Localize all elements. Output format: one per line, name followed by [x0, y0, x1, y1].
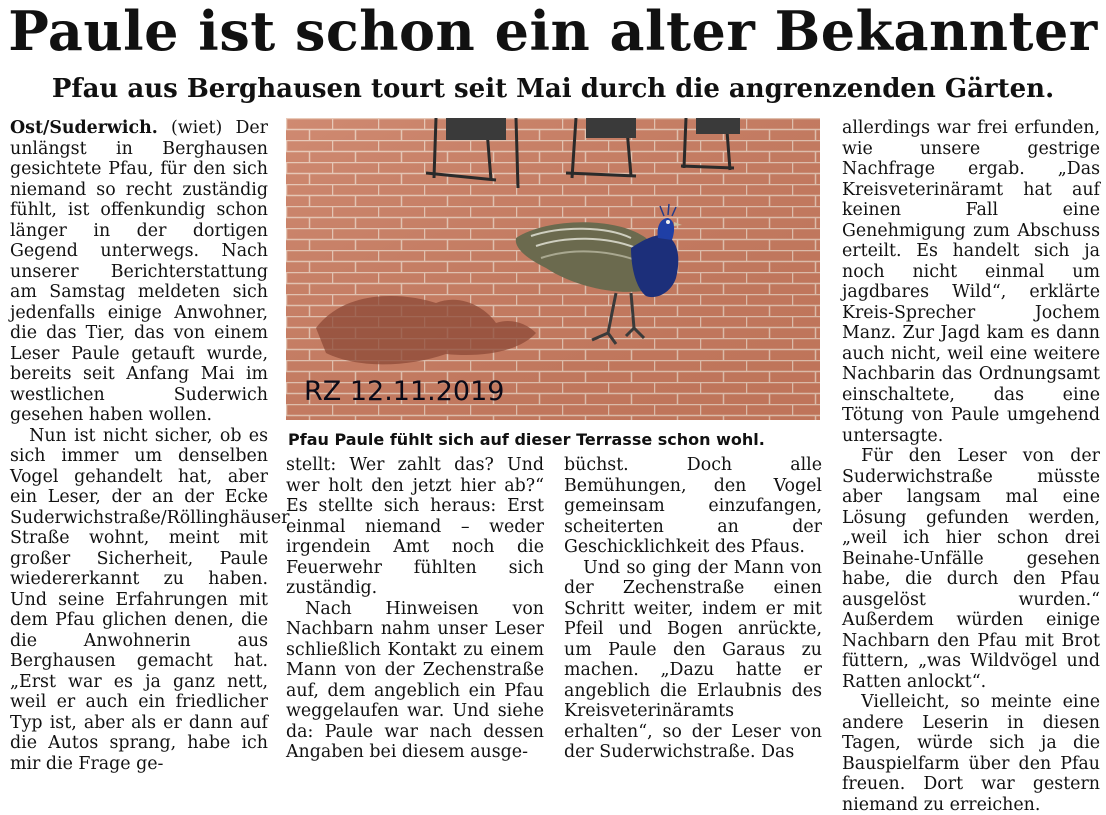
article-subheadline: Pfau aus Berghausen tourt seit Mai durch die angrenzenden Gärten.	[51, 74, 1055, 104]
paragraph: Nach Hinweisen von Nachbarn nahm unser Leser schließlich Kontakt zu einem Mann von der Zechenstraße auf, dem angeblich ein Pfau weggelaufen war. Und siehe da: Paule war nach dessen Angaben bei diesem ausge-	[286, 598, 544, 762]
article-headline: Paule ist schon ein alter Bekannter	[8, 0, 1098, 63]
paragraph: stellt: Wer zahlt das? Und wer holt den jetzt hier ab?“ Es stellte sich heraus: Erst einmal niemand – weder irgendein Amt noch die Feuerwehr fühlten sich zuständig.	[286, 455, 544, 598]
paragraph-text: (wiet) Der unlängst in Berghausen gesichtete Pfau, für den sich niemand so recht zuständig fühlt, ist offenkundig schon länger in der dortigen Gegend unterwegs. Nach unserer Berichterstattung am Samstag meldeten sich jedenfalls einige Anwohner, die das Tier, das von einem Leser Paule getauft wurde, bereits seit Anfang Mai im westlichen Suderwich gesehen haben wollen.	[10, 118, 268, 425]
text-column-3	[564, 455, 822, 763]
paragraph: Für den Leser von der Suderwichstraße müsste aber langsam mal eine Lösung gefunden werden, „weil ich hier schon drei Beinahe-Unfälle gesehen habe, die durch den Pfau ausgelöst wurden.“ Außerdem würden einige Nachbarn den Pfau mit Brot füttern, „was Wildvögel und Ratten anlockt“.	[842, 446, 1100, 692]
text-column-1	[10, 118, 290, 774]
paragraph	[10, 118, 268, 426]
paragraph: allerdings war frei erfunden, wie unsere gestrige Nachfrage ergab. „Das Kreisveterinäramt hat auf keinen Fall eine Genehmigung zum Abschuss erteilt. Es handelt sich ja noch nicht einmal um jagdbares Wild“, erklärte Kreis-Sprecher Jochem Manz. Zur Jagd kam es dann auch nicht, weil eine weitere Nachbarin das Ordnungsamt einschaltete, das eine Tötung von Paule umgehend untersagte.	[842, 118, 1100, 446]
paragraph: Nun ist nicht sicher, ob es sich immer um denselben Vogel gehandelt hat, aber ein Leser, der an der Ecke Suderwichstraße/Röllinghäuser Straße wohnt, meint mit großer Sicherheit, Paule wiedererkannt zu haben. Und seine Erfahrungen mit dem Pfau glichen denen, die die Anwohnerin aus Berghausen gemacht hat. „Erst war es ja ganz nett, weil er auch ein friedlicher Typ ist, aber als er dann auf die Autos sprang, habe ich mir die Frage ge-	[10, 425, 290, 774]
peacock-photo-image	[286, 118, 820, 420]
paragraph: Und so ging der Mann von der Zechenstraße einen Schritt weiter, indem er mit Pfeil und Bogen anrückte, um Paule den Garaus zu machen. „Dazu hatte er angeblich die Erlaubnis des Kreisveterinäramts erhalten“, so der Leser von der Suderwichstraße. Das	[564, 557, 822, 762]
photo-caption: Pfau Paule fühlt sich auf dieser Terrasse schon wohl.	[288, 430, 765, 449]
article-photo	[286, 118, 820, 420]
dateline: Ost/Suderwich.	[10, 118, 158, 138]
text-column-4	[842, 118, 1100, 815]
photo-date-stamp: RZ 12.11.2019	[304, 376, 505, 407]
paragraph: büchst. Doch alle Bemühungen, den Vogel gemeinsam einzufangen, scheiterten an der Geschicklichkeit des Pfaus.	[564, 455, 822, 557]
text-column-2	[286, 455, 544, 763]
paragraph: Vielleicht, so meinte eine andere Leserin in diesen Tagen, würde sich ja die Bauspielfarm über den Pfau freuen. Dort war gestern niemand zu erreichen.	[842, 692, 1100, 815]
